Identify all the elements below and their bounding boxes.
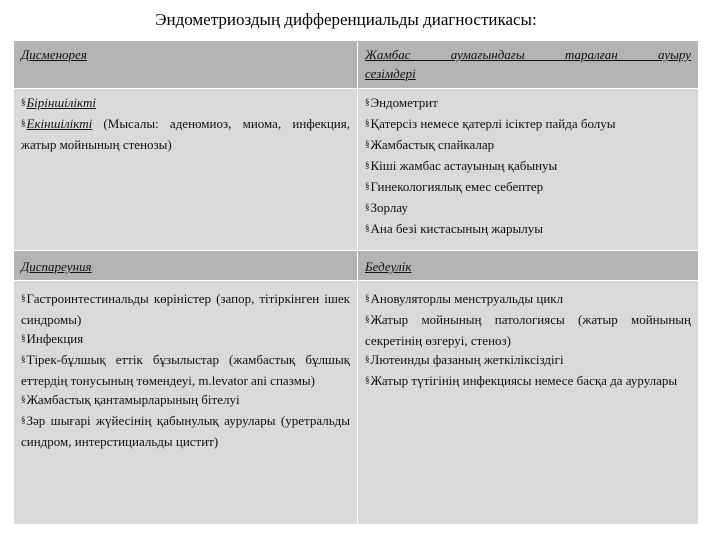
list-item: §Зәр шығарі жүйесінің қабынулық аурулары (уретральды синдром, интерстициальды цистит) xyxy=(21,413,350,449)
bullet-icon: § xyxy=(365,314,370,324)
bullet-icon: § xyxy=(21,394,26,404)
heading-dyspareunia: Диспареуния xyxy=(21,259,92,274)
bullet-icon: § xyxy=(365,354,370,364)
bullet-icon: § xyxy=(365,160,370,170)
list-item: §Жатыр мойнының патологиясы (жатыр мойнының секретінің өзгеруі, стеноз) xyxy=(365,312,691,348)
bullet-icon: § xyxy=(21,97,26,107)
bullet-icon: § xyxy=(365,139,370,149)
list-item xyxy=(21,114,350,154)
list-item: §Инфекция xyxy=(21,331,84,346)
bullet-icon: § xyxy=(365,202,370,212)
bullet-icon: § xyxy=(21,354,26,364)
list-item: §Гастроинтестинальды көріністер (запор, тітіркінген ішек синдромы) xyxy=(21,291,350,327)
heading-pelvic-pain-line2: сезімдері xyxy=(365,66,416,81)
bullet-icon: § xyxy=(21,333,26,343)
heading-infertility: Бедеулік xyxy=(365,259,412,274)
header-pelvic-pain xyxy=(357,41,698,88)
list-item: §Ана безі кистасының жарылуы xyxy=(365,221,543,236)
heading-pelvic-pain-line1: Жамбас аумағындағы таралған ауыру xyxy=(365,47,691,62)
bullet-icon: § xyxy=(365,97,370,107)
list-item: §Тірек-бұлшық еттік бұзылыстар (жамбастық бұлшық еттердің тонусының төмендеуі, m.levator ani спазмы) xyxy=(21,352,350,388)
body-infertility xyxy=(357,280,698,524)
header-dyspareunia xyxy=(14,250,357,280)
list-item xyxy=(21,93,350,114)
page-title: Эндометриоздың дифференциальды диагностикасы: xyxy=(155,10,537,29)
list-item: §Гинекологиялық емес себептер xyxy=(365,179,544,194)
heading-dysmenorrhea: Дисменорея xyxy=(21,47,87,62)
body-pelvic-pain xyxy=(357,88,698,250)
list-item: §Жамбастық спайкалар xyxy=(365,137,495,152)
secondary-text: (Мысалы: аденомиоз, миома, инфекция, жатыр мойнының стенозы) xyxy=(21,116,350,152)
bullet-icon: § xyxy=(365,181,370,191)
list-item: §Лютеинды фазаның жеткіліксіздігі xyxy=(365,352,564,367)
bullet-icon: § xyxy=(365,118,370,128)
bullet-icon: § xyxy=(365,375,370,385)
diagnosis-table xyxy=(14,41,698,524)
header-dysmenorrhea xyxy=(14,41,357,88)
secondary-label: Екіншілікті xyxy=(26,116,93,131)
bullet-icon: § xyxy=(21,415,26,425)
bullet-icon: § xyxy=(365,293,370,303)
list-item: §Жамбастық қантамырларының бітелуі xyxy=(21,392,240,407)
primary-label: Біріншілікті xyxy=(26,95,96,110)
body-dyspareunia xyxy=(14,280,357,524)
list-item: §Кіші жамбас астауының қабынуы xyxy=(365,158,558,173)
list-item: §Зорлау xyxy=(365,200,408,215)
bullet-icon: § xyxy=(365,223,370,233)
header-infertility xyxy=(357,250,698,280)
list-item: §Жатыр түтігінің инфекциясы немесе басқа да аурулары xyxy=(365,373,678,388)
list-item: §Ановуляторлы менструальды цикл xyxy=(365,291,564,306)
body-dysmenorrhea xyxy=(14,88,357,250)
bullet-icon: § xyxy=(21,293,26,303)
bullet-icon: § xyxy=(21,118,26,128)
list-item: §Қатерсіз немесе қатерлі ісіктер пайда болуы xyxy=(365,116,616,131)
list-item: §Эндометрит xyxy=(365,95,438,110)
